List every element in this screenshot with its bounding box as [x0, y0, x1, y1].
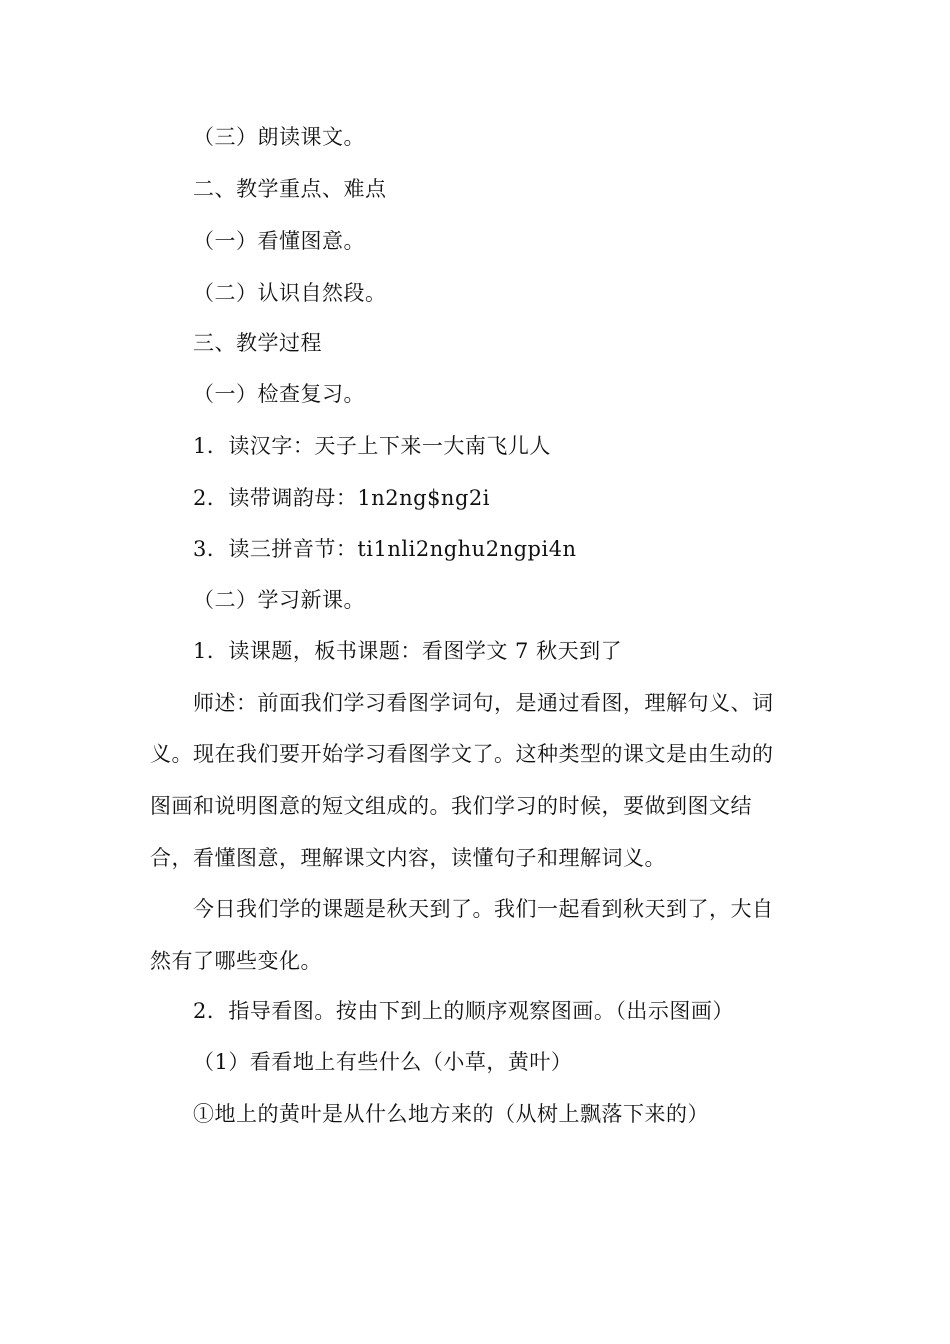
paragraph-line: 义。现在我们要开始学习看图学文了。这种类型的课文是由生动的 — [150, 742, 774, 766]
section-heading: 二、教学重点、难点 — [193, 177, 387, 201]
text-line: 1．读汉字：天子上下来一大南飞儿人 — [193, 434, 551, 458]
text-line: 2．读带调韵母：1n2ng$ng2i — [193, 486, 490, 510]
paragraph-line: 合，看懂图意，理解课文内容，读懂句子和理解词义。 — [150, 846, 666, 870]
text-line: ①地上的黄叶是从什么地方来的（从树上飘落下来的） — [193, 1102, 709, 1126]
paragraph-line: 师述：前面我们学习看图学词句，是通过看图，理解句义、词 — [193, 691, 774, 715]
text-line: （二）学习新课。 — [193, 588, 365, 612]
paragraph-line: 然有了哪些变化。 — [150, 949, 322, 973]
text-line: （一）检查复习。 — [193, 382, 365, 406]
paragraph-line: 今日我们学的课题是秋天到了。我们一起看到秋天到了，大自 — [193, 897, 774, 921]
text-line: 3．读三拼音节：ti1nli2nghu2ngpi4n — [193, 537, 577, 561]
text-line: （三）朗读课文。 — [193, 125, 365, 149]
text-line: 2．指导看图。按由下到上的顺序观察图画。（出示图画） — [193, 999, 734, 1023]
text-line: （1）看看地上有些什么（小草，黄叶） — [193, 1050, 573, 1074]
text-line: （二）认识自然段。 — [193, 281, 387, 305]
text-line: 1．读课题，板书课题：看图学文 7 秋天到了 — [193, 639, 623, 663]
text-line: （一）看懂图意。 — [193, 229, 365, 253]
paragraph-line: 图画和说明图意的短文组成的。我们学习的时候，要做到图文结 — [150, 794, 752, 818]
section-heading: 三、教学过程 — [193, 331, 322, 355]
